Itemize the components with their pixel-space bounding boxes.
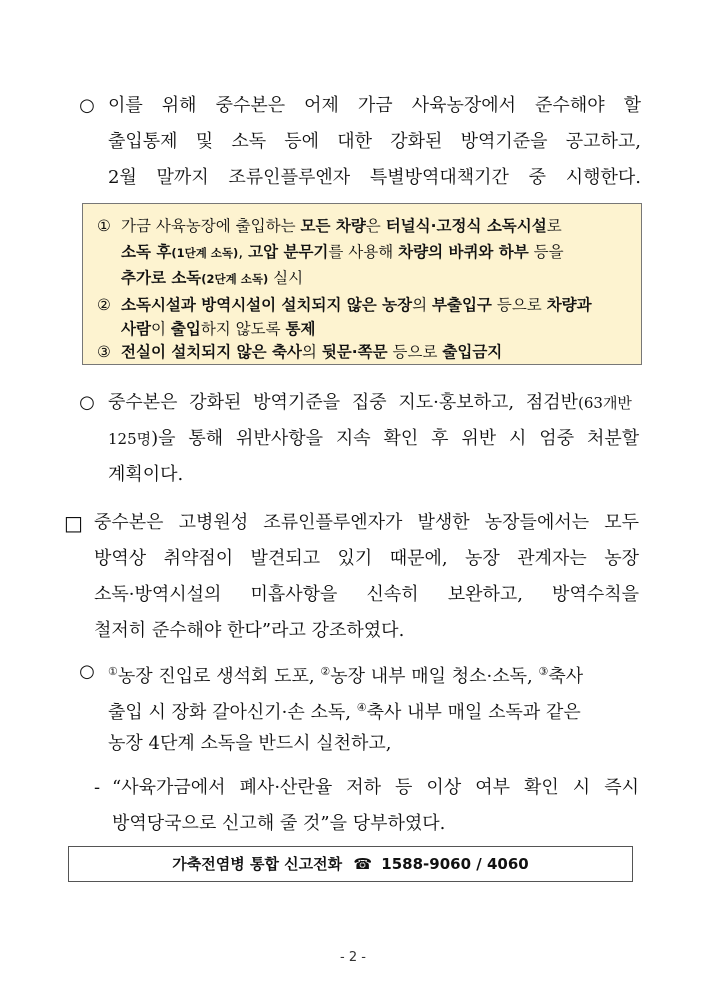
hotline-number: 1588-9060 / 4060 bbox=[381, 855, 529, 873]
paragraph-1-line-2: 출입통제 및 소독 등에 대한 강화된 방역기준을 공고하고, bbox=[108, 131, 641, 152]
box-item-1-line-2: 소독 후(1단계 소독), 고압 분무기를 사용해 차량의 바퀴와 하부 등을 bbox=[121, 243, 564, 261]
paragraph-1-line-3: 2월 말까지 조류인플루엔자 특별방역대책기간 중 시행한다. bbox=[108, 167, 641, 188]
box-item-3: 전실이 설치되지 않은 축사의 뒷문·쪽문 등으로 출입금지 bbox=[121, 343, 503, 361]
box-item-1-line-3: 추가로 소독(2단계 소독) 실시 bbox=[121, 269, 304, 287]
paragraph-2-line-2: 125명)을 통해 위반사항을 지속 확인 후 위반 시 엄중 처분할 bbox=[108, 428, 640, 449]
paragraph-4-line-1: ①농장 진입로 생석회 도포, ②농장 내부 매일 청소·소독, ③축사 bbox=[108, 665, 584, 687]
circle-bullet-icon: ○ bbox=[79, 95, 95, 116]
paragraph-5-line-2: 방역당국으로 신고해 줄 것”을 당부하였다. bbox=[112, 813, 446, 834]
paragraph-4-line-3: 농장 4단계 소독을 반드시 실천하고, bbox=[108, 733, 392, 754]
item-number-2: ② bbox=[97, 296, 111, 314]
box-item-2-line-1: 소독시설과 방역시설이 설치되지 않은 농장의 부출입구 등으로 차량과 bbox=[121, 296, 592, 314]
paragraph-3-line-4: 철저히 준수해야 한다”라고 강조하였다. bbox=[94, 620, 405, 641]
box-item-1-line-1: 가금 사육농장에 출입하는 모든 차량은 터널식·고정식 소독시설로 bbox=[121, 217, 562, 235]
item-number-1: ① bbox=[97, 217, 111, 235]
paragraph-5-line-1: “사육가금에서 폐사·산란율 저하 등 이상 여부 확인 시 즉시 bbox=[112, 777, 639, 798]
page-number: - 2 - bbox=[340, 950, 366, 965]
hotline-label: 가축전염병 통합 신고전화 bbox=[172, 855, 343, 873]
paragraph-3-line-3: 소독·방역시설의 미흡사항을 신속히 보완하고, 방역수칙을 bbox=[94, 584, 639, 605]
paragraph-2-line-3: 계획이다. bbox=[108, 464, 184, 485]
circle-bullet-icon: ○ bbox=[79, 392, 95, 413]
paragraph-3-line-2: 방역상 취약점이 발견되고 있기 때문에, 농장 관계자는 농장 bbox=[94, 548, 639, 569]
paragraph-2-line-1: 중수본은 강화된 방역기준을 집중 지도·홍보하고, 점검반(63개반 bbox=[108, 392, 632, 413]
paragraph-3-line-1: 중수본은 고병원성 조류인플루엔자가 발생한 농장들에서는 모두 bbox=[94, 512, 639, 533]
item-number-3: ③ bbox=[97, 343, 111, 361]
square-bullet-icon: □ bbox=[64, 511, 83, 535]
quarantine-standards-box bbox=[82, 203, 642, 365]
phone-icon: ☎ bbox=[353, 855, 373, 873]
circle-bullet-icon: ○ bbox=[79, 661, 95, 682]
box-item-2-line-2: 사람이 출입하지 않도록 통제 bbox=[121, 320, 316, 338]
paragraph-4-line-2: 출입 시 장화 갈아신기·손 소독, ④축사 내부 매일 소독과 같은 bbox=[108, 701, 581, 723]
paragraph-1-line-1: 이를 위해 중수본은 어제 가금 사육농장에서 준수해야 할 bbox=[108, 95, 641, 116]
hotline-box bbox=[68, 846, 633, 882]
dash-bullet: - bbox=[93, 777, 101, 798]
